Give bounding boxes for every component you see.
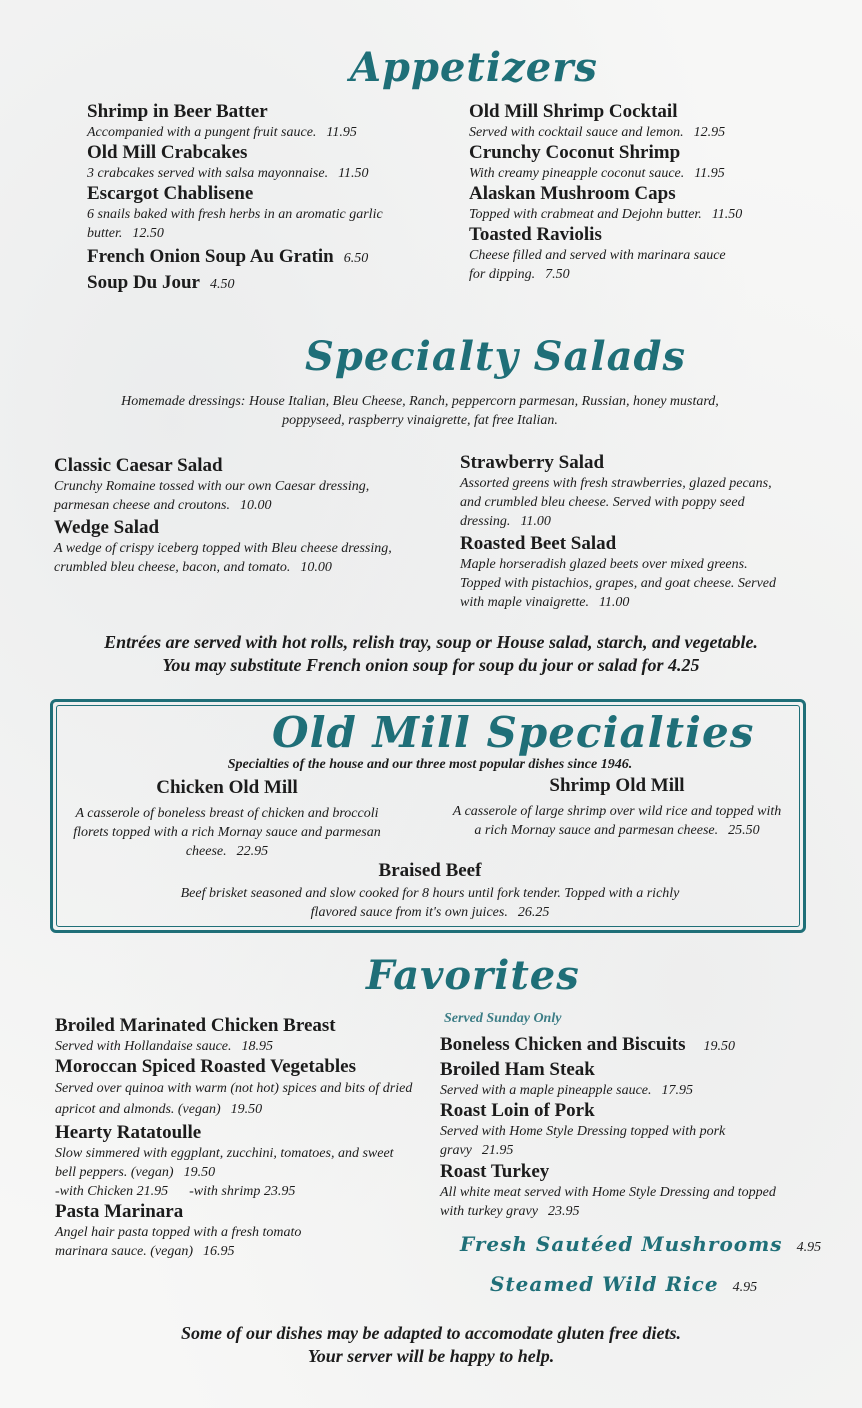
item-name: Alaskan Mushroom Caps	[469, 183, 676, 204]
menu-item	[469, 183, 799, 224]
item-desc: Served over quinoa with warm (not hot) spices and bits of dried apricot and almonds. (vegan) 19.50	[55, 1081, 413, 1117]
item-desc: Served with a maple pineapple sauce. 17.95	[440, 1083, 694, 1098]
side-price: 4.95	[732, 1280, 758, 1295]
menu-item	[469, 142, 799, 183]
favorites-title: Favorites	[366, 952, 580, 999]
item-name: Chicken Old Mill	[156, 777, 298, 798]
side-wild-rice	[490, 1272, 757, 1297]
menu-item	[440, 1100, 780, 1160]
menu-item	[440, 1161, 780, 1221]
item-name: Broiled Marinated Chicken Breast	[55, 1015, 336, 1036]
item-desc: With creamy pineapple coconut sauce. 11.95	[469, 166, 725, 181]
item-desc: Cheese filled and served with marinara sauce for dipping. 7.50	[469, 248, 726, 282]
specialty-chicken	[62, 777, 392, 861]
ratatouille-extra: -with Chicken 21.95 -with shrimp 23.95	[55, 1184, 296, 1199]
item-name: Roast Turkey	[440, 1161, 550, 1182]
salads-title: Specialty Salads	[305, 333, 687, 380]
favorites-left-column	[55, 1015, 415, 1261]
footer-line1: Some of our dishes may be adapted to accomodate gluten free diets.	[181, 1323, 681, 1343]
item-name: Toasted Raviolis	[469, 224, 602, 245]
gluten-free-note	[40, 1322, 822, 1368]
item-desc: Served with cocktail sauce and lemon. 12.95	[469, 125, 726, 140]
side-price: 4.95	[796, 1240, 822, 1255]
menu-item: French Onion Soup Au Gratin 6.50	[87, 246, 369, 267]
item-name: Strawberry Salad	[460, 452, 605, 473]
item-desc: Accompanied with a pungent fruit sauce. 11.95	[87, 125, 357, 140]
item-name: Wedge Salad	[54, 517, 160, 538]
side-name: Steamed Wild Rice	[490, 1272, 719, 1296]
appetizers-left-column	[87, 101, 417, 296]
entree-note-line2: You may substitute French onion soup for soup du jour or salad for 4.25	[162, 655, 700, 675]
side-mushrooms	[460, 1232, 821, 1257]
menu-item	[469, 224, 799, 284]
sunday-label: Served Sunday Only	[444, 1011, 562, 1026]
item-name: Shrimp Old Mill	[549, 775, 685, 796]
item-desc: A casserole of large shrimp over wild rice and topped with a rich Mornay sauce and parmesan cheese. 25.50	[452, 804, 782, 838]
item-desc: Crunchy Romaine tossed with our own Caesar dressing, parmesan cheese and croutons. 10.00	[54, 479, 370, 513]
menu-item	[55, 1201, 415, 1261]
salads-right-column	[460, 452, 790, 612]
item-desc: 6 snails baked with fresh herbs in an aromatic garlic butter. 12.50	[87, 207, 383, 241]
item-desc: A casserole of boneless breast of chicken and broccoli florets topped with a rich Mornay sauce and parmesan cheese. 22.95	[73, 806, 381, 859]
item-name: Crunchy Coconut Shrimp	[469, 142, 681, 163]
item-name: Braised Beef	[378, 860, 482, 881]
item-desc: Angel hair pasta topped with a fresh tomato marinara sauce. (vegan) 16.95	[55, 1225, 302, 1259]
appetizers-title: Appetizers	[350, 44, 598, 91]
item-name: Moroccan Spiced Roasted Vegetables	[55, 1056, 356, 1077]
footer-line2: Your server will be happy to help.	[307, 1346, 555, 1366]
item-name: Broiled Ham Steak	[440, 1059, 595, 1080]
item-name: Escargot Chablisene	[87, 183, 254, 204]
item-desc: Served with Home Style Dressing topped with pork gravy 21.95	[440, 1124, 726, 1158]
item-name: Pasta Marinara	[55, 1201, 184, 1222]
item-name: Old Mill Crabcakes	[87, 142, 248, 163]
menu-item	[87, 183, 417, 243]
menu-item	[54, 455, 424, 515]
menu-item	[55, 1056, 415, 1120]
entree-note-line1: Entrées are served with hot rolls, relish tray, soup or House salad, starch, and vegetable.	[104, 632, 758, 652]
item-name: Hearty Ratatoulle	[55, 1122, 202, 1143]
item-desc: A wedge of crispy iceberg topped with Bleu cheese dressing, crumbled bleu cheese, bacon, and tomato. 10.00	[54, 541, 392, 575]
menu-item: Boneless Chicken and Biscuits 19.50	[440, 1034, 735, 1055]
specialties-subtitle: Specialties of the house and our three most popular dishes since 1946.	[227, 757, 633, 772]
menu-item	[460, 533, 790, 612]
favorites-right-column	[440, 1034, 780, 1221]
item-name: Shrimp in Beer Batter	[87, 101, 268, 122]
item-desc: Slow simmered with eggplant, zucchini, tomatoes, and sweet bell peppers. (vegan) 19.50	[55, 1146, 394, 1180]
menu-item	[54, 517, 424, 577]
menu-item	[55, 1122, 415, 1201]
item-desc: Maple horseradish glazed beets over mixed greens. Topped with pistachios, grapes, and goat cheese. Served with maple vinaigrette. 11.00	[460, 557, 777, 610]
item-name: Roast Loin of Pork	[440, 1100, 595, 1121]
menu-item	[440, 1059, 780, 1100]
specialty-shrimp	[452, 775, 782, 840]
item-name: Classic Caesar Salad	[54, 455, 223, 476]
menu-item	[460, 452, 790, 531]
salads-left-column	[54, 455, 424, 577]
menu-item	[87, 142, 417, 183]
entree-note	[40, 631, 822, 677]
item-desc: Assorted greens with fresh strawberries, glazed pecans, and crumbled bleu cheese. Served with poppy seed dressing. 11.00	[460, 476, 772, 529]
item-desc: Topped with crabmeat and Dejohn butter. 11.50	[469, 207, 743, 222]
appetizers-right-column	[469, 101, 799, 284]
specialties-title: Old Mill Specialties	[272, 708, 755, 757]
side-name: Fresh Sautéed Mushrooms	[460, 1232, 783, 1256]
item-desc: All white meat served with Home Style Dressing and topped with turkey gravy 23.95	[440, 1185, 776, 1219]
specialty-beef	[160, 860, 700, 922]
item-name: Roasted Beet Salad	[460, 533, 617, 554]
salads-dressings: Homemade dressings: House Italian, Bleu Cheese, Ranch, peppercorn parmesan, Russian, honey mustard, poppyseed, raspberry vinaigrette, fat free Italian.	[121, 394, 719, 428]
menu-item: Soup Du Jour 4.50	[87, 272, 235, 293]
menu-item	[55, 1015, 415, 1056]
item-desc: Served with Hollandaise sauce. 18.95	[55, 1039, 274, 1054]
item-desc: 3 crabcakes served with salsa mayonnaise. 11.50	[87, 166, 369, 181]
menu-item	[87, 101, 417, 142]
menu-item	[469, 101, 799, 142]
item-desc: Beef brisket seasoned and slow cooked for 8 hours until fork tender. Topped with a richly flavored sauce from it's own juices. 26.25	[180, 886, 680, 920]
item-name: Old Mill Shrimp Cocktail	[469, 101, 678, 122]
